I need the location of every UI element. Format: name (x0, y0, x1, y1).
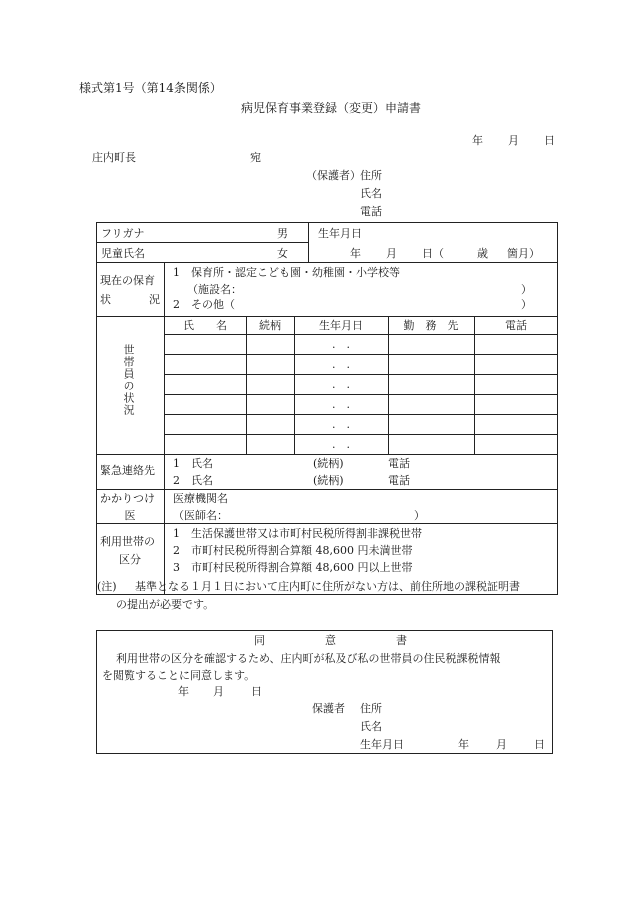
consent-birth-month: 月 (496, 738, 507, 751)
form-number: 様式第1号（第14条関係） (79, 81, 222, 95)
emergency-phone-2: 電話 (388, 474, 410, 487)
consent-name-label: 氏名 (360, 720, 382, 733)
consent-year-label: 年 (178, 685, 189, 698)
facility-name-label: （施設名： (187, 283, 242, 296)
current-status-label-l2: 状 況 (100, 293, 160, 306)
emergency-relation-1: (続柄) (313, 457, 344, 470)
date-day-label: 日 (544, 134, 555, 147)
age-months-unit: 箇月） (507, 247, 540, 260)
note-line-1: 基準となる１月１日において庄内町に住所がない方は、前住所地の課税証明書 (135, 580, 520, 593)
applicant-name-label: 氏名 (360, 187, 382, 200)
household-date-cell[interactable]: . . (332, 418, 350, 431)
household-date-cell[interactable]: . . (332, 378, 350, 391)
emergency-relation-2: (続柄) (313, 474, 344, 487)
applicant-phone-label: 電話 (360, 205, 382, 218)
consent-birth-year: 年 (458, 738, 469, 751)
applicant-role: （保護者） (306, 169, 361, 182)
household-date-cell[interactable]: . . (332, 358, 350, 371)
col-phone: 電話 (505, 319, 527, 332)
category-option-1[interactable]: 1 生活保護世帯又は市町村民税所得割非課税世帯 (173, 527, 422, 540)
note-prefix: (注) (97, 580, 117, 593)
consent-box (96, 630, 553, 754)
doctor-label-l2: 医 (124, 509, 136, 522)
addressee: 庄内町長 (92, 151, 136, 164)
date-month-label: 月 (508, 134, 519, 147)
category-label-l1: 利用世帯の (100, 535, 155, 548)
date-year-label: 年 (472, 134, 483, 147)
col-name: 氏 名 (183, 319, 227, 332)
furigana-label: フリガナ (101, 227, 145, 240)
applicant-address-label: 住所 (360, 169, 382, 182)
current-status-label-l1: 現在の保育 (100, 274, 155, 287)
birth-year-unit: 年 (350, 247, 361, 260)
consent-birth-day: 日 (534, 738, 545, 751)
household-date-cell[interactable]: . . (332, 398, 350, 411)
birthdate-label: 生年月日 (318, 227, 362, 240)
gender-female[interactable]: 女 (277, 247, 288, 260)
household-date-cell[interactable]: . . (332, 438, 350, 451)
consent-address-label: 住所 (360, 702, 382, 715)
birth-day-unit: 日（ (422, 247, 444, 260)
consent-line-2: を閲覧することに同意します。 (102, 669, 256, 682)
category-option-3[interactable]: 3 市町村民税所得割合算額 48,600 円以上世帯 (173, 561, 413, 574)
consent-guardian-label: 保護者 (312, 702, 345, 715)
col-birthdate: 生年月日 (319, 319, 363, 332)
emergency-name-2: 2 氏名 (173, 474, 213, 487)
emergency-phone-1: 電話 (388, 457, 410, 470)
note-line-2: の提出が必要です。 (116, 598, 215, 611)
consent-title: 同意書 (254, 634, 467, 647)
household-date-cell[interactable]: . . (332, 338, 350, 351)
category-label-l2: 区分 (119, 553, 141, 566)
gender-male[interactable]: 男 (277, 227, 288, 240)
household-label: 世帯員の状況 (122, 344, 135, 416)
consent-birthdate-label: 生年月日 (360, 738, 404, 751)
current-option-2[interactable]: 2 その他（ (173, 298, 235, 311)
doctor-label-l1: かかりつけ (100, 492, 155, 505)
form-title: 病児保育事業登録（変更）申請書 (241, 101, 422, 115)
emergency-name-1: 1 氏名 (173, 457, 213, 470)
col-relation: 続柄 (259, 319, 281, 332)
other-close: ） (521, 298, 532, 311)
emergency-label: 緊急連絡先 (100, 464, 155, 477)
age-years-unit: 歳 (477, 247, 488, 260)
consent-month-label: 月 (213, 685, 224, 698)
col-workplace: 勤 務 先 (403, 319, 459, 332)
category-option-2[interactable]: 2 市町村民税所得割合算額 48,600 円未満世帯 (173, 544, 413, 557)
doctor-name-label: （医師名： (173, 509, 228, 522)
birth-month-unit: 月 (386, 247, 397, 260)
consent-line-1: 利用世帯の区分を確認するため、庄内町が私及び私の世帯員の住民税課税情報 (116, 652, 501, 665)
addressee-suffix: 宛 (250, 151, 261, 164)
current-option-1[interactable]: 1 保育所・認定こども園・幼稚園・小学校等 (173, 266, 400, 279)
consent-day-label: 日 (251, 685, 262, 698)
facility-name-close: ） (521, 283, 532, 296)
doctor-name-close: ） (414, 509, 425, 522)
medical-institution-label: 医療機関名 (173, 492, 228, 505)
child-name-label: 児童氏名 (101, 247, 145, 260)
